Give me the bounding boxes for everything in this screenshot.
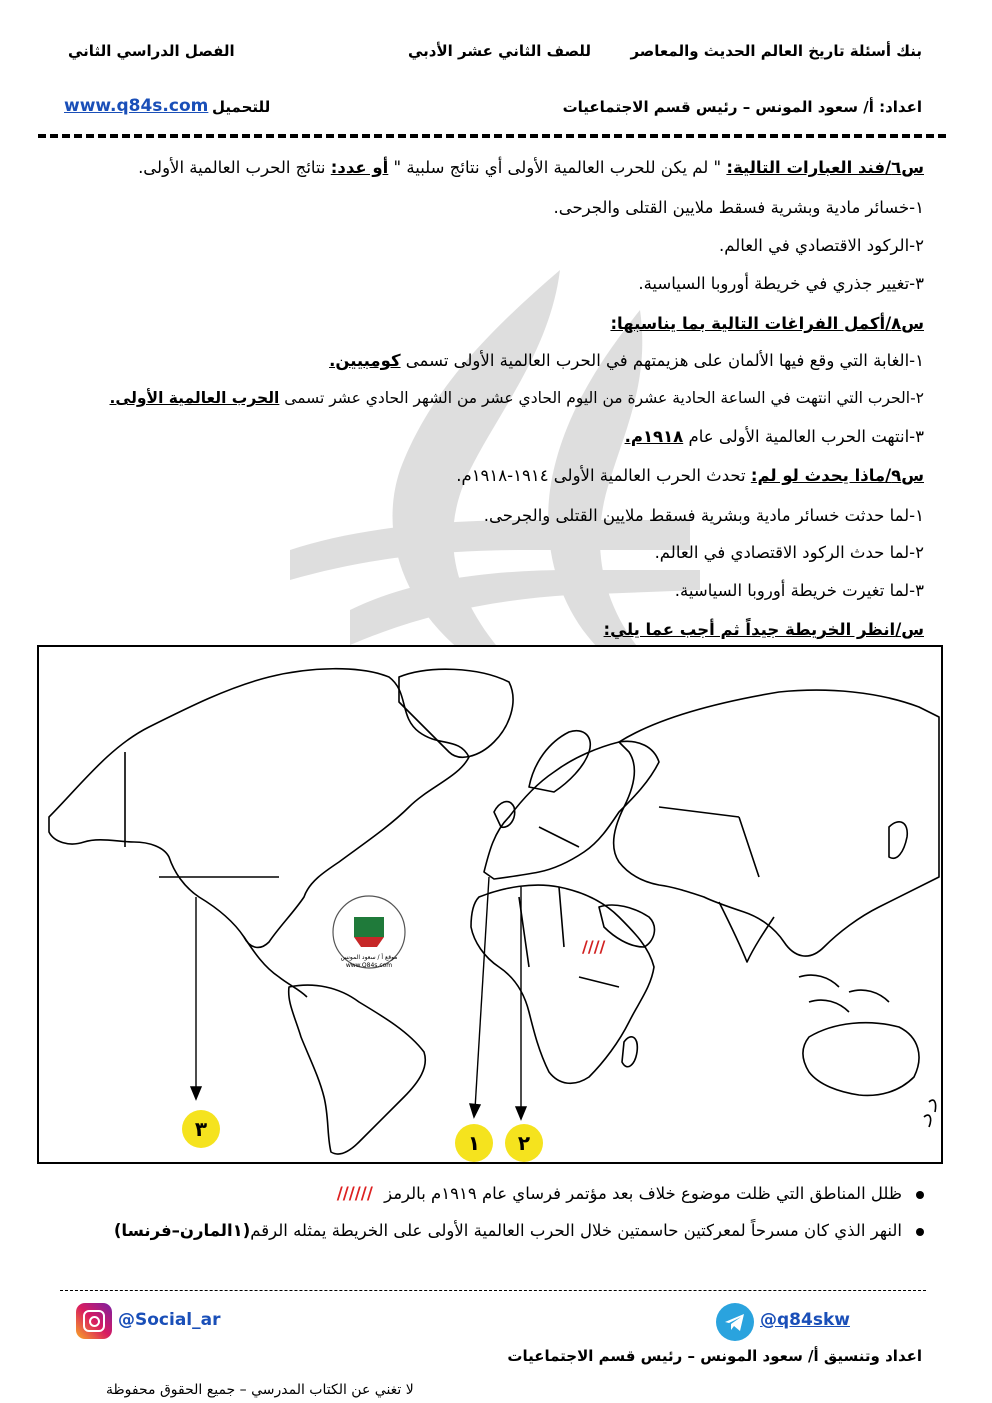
bullet-dot (916, 1191, 924, 1199)
bank-title: بنك أسئلة تاريخ العالم الحديث والمعاصر (630, 42, 922, 60)
world-map (37, 645, 943, 1164)
q6-prefix: س٦/ (885, 158, 924, 177)
q9-item: ٢-لما حدث الركود الاقتصادي في العالم. (654, 543, 924, 562)
q9-heading (64, 466, 924, 485)
site-logo (333, 896, 405, 969)
q8-item-2-answer: الحرب العالمية الأولى. (109, 389, 280, 407)
q9-prefix: س٩/ (885, 466, 924, 485)
instagram-icon[interactable] (76, 1303, 112, 1339)
disclaimer: لا تغني عن الكتاب المدرسي – جميع الحقوق محفوظة (106, 1382, 414, 1398)
telegram-handle[interactable]: @q84skw (760, 1310, 850, 1330)
download-label: للتحميل (212, 98, 271, 116)
q8-item-3 (64, 427, 924, 446)
q8-heading (64, 314, 924, 333)
prepared-by: اعداد وتنسيق أ/ سعود المونس – رئيس قسم الاجتماعيات (507, 1347, 922, 1365)
q8-item-3-answer: ١٩١٨م. (624, 427, 684, 446)
instagram-handle[interactable]: @Social_ar (118, 1310, 221, 1330)
q8-title: أكمل الفراغات التالية بما يناسبها: (610, 314, 886, 333)
bullet-1-text: ظلل المناطق التي ظلت موضوع خلاف بعد مؤتمر فرساي عام ١٩١٩م بالرمز (378, 1184, 902, 1203)
world-map-outline (39, 647, 941, 1162)
q8-item-2 (64, 389, 924, 407)
logo-website: www.Q84s.com (345, 962, 393, 969)
q6-tail: نتائج الحرب العالمية الأولى. (138, 158, 331, 177)
bullet-dot (916, 1228, 924, 1236)
bullet-2-answer: (١المارن–فرنسا) (113, 1221, 251, 1240)
telegram-icon[interactable] (716, 1303, 754, 1341)
semester-label: الفصل الدراسي الثاني (68, 42, 235, 60)
grade-label: للصف الثاني عشر الأدبي (408, 42, 592, 60)
q9-item: ١-لما حدثت خسائر مادية وبشرية فسقط ملايين القتلى والجرحى. (483, 506, 924, 525)
q8-item-1-text: ١-الغابة التي وقع فيها الألمان على هزيمتهم في الحرب العالمية الأولى تسمى (400, 351, 924, 370)
q6-or-count: أو عدد: (330, 158, 389, 177)
q6-statement: " لم يكن للحرب العالمية الأولى أي نتائج سلبية " (388, 158, 727, 177)
footer-divider (60, 1290, 926, 1291)
q9-tail: تحدث الحرب العالمية الأولى ١٩١٤-١٩١٨م. (456, 466, 751, 485)
map-q-title: انظر الخريطة جيداً ثم أجب عما يلي: (603, 620, 896, 639)
q6-line (64, 158, 924, 177)
map-bullet-1 (64, 1184, 924, 1203)
q6-item: ١-خسائر مادية وبشرية فسقط ملايين القتلى والجرحى. (553, 198, 924, 217)
website-link[interactable]: www.q84s.com (64, 96, 209, 116)
q6-item: ٣-تغيير جذري في خريطة أوروبا السياسية. (638, 274, 924, 293)
author-label: اعداد: أ/ سعود المونس – رئيس قسم الاجتماعيات (562, 98, 922, 116)
map-q-prefix: س/ (895, 620, 924, 639)
hatch-mark: //// (582, 937, 606, 956)
q6-item: ٢-الركود الاقتصادي في العالم. (719, 236, 924, 255)
q8-item-1-answer: كومبيين. (329, 351, 401, 370)
watermark-logo (230, 250, 750, 670)
q8-item-3-text: ٣-انتهت الحرب العالمية الأولى عام (683, 427, 924, 446)
map-marker-3: ٣ (182, 1110, 220, 1148)
q6-title: فند العبارات التالية: (726, 158, 886, 177)
map-question-heading (64, 620, 924, 639)
q9-item: ٣-لما تغيرت خريطة أوروبا السياسية. (674, 581, 924, 600)
bullet-1-symbol: ////// (336, 1184, 373, 1203)
q8-item-2-text: ٢-الحرب التي انتهت في الساعة الحادية عشرة من اليوم الحادي عشر من الشهر الحادي عشر تسمى (279, 389, 924, 407)
map-bullet-2 (64, 1221, 924, 1240)
q8-prefix: س٨/ (885, 314, 924, 333)
map-marker-2: ٢ (505, 1124, 543, 1162)
logo-caption: موقع أ / سعود المونس (340, 954, 398, 961)
q8-item-1 (64, 351, 924, 370)
header-divider (38, 134, 946, 138)
map-marker-1: ١ (455, 1124, 493, 1162)
q9-title: ماذا يحدث لو لم: (750, 466, 886, 485)
bullet-2-text: النهر الذي كان مسرحاً لمعركتين حاسمتين خلال الحرب العالمية الأولى على الخريطة يمثله الرقم (250, 1221, 902, 1240)
